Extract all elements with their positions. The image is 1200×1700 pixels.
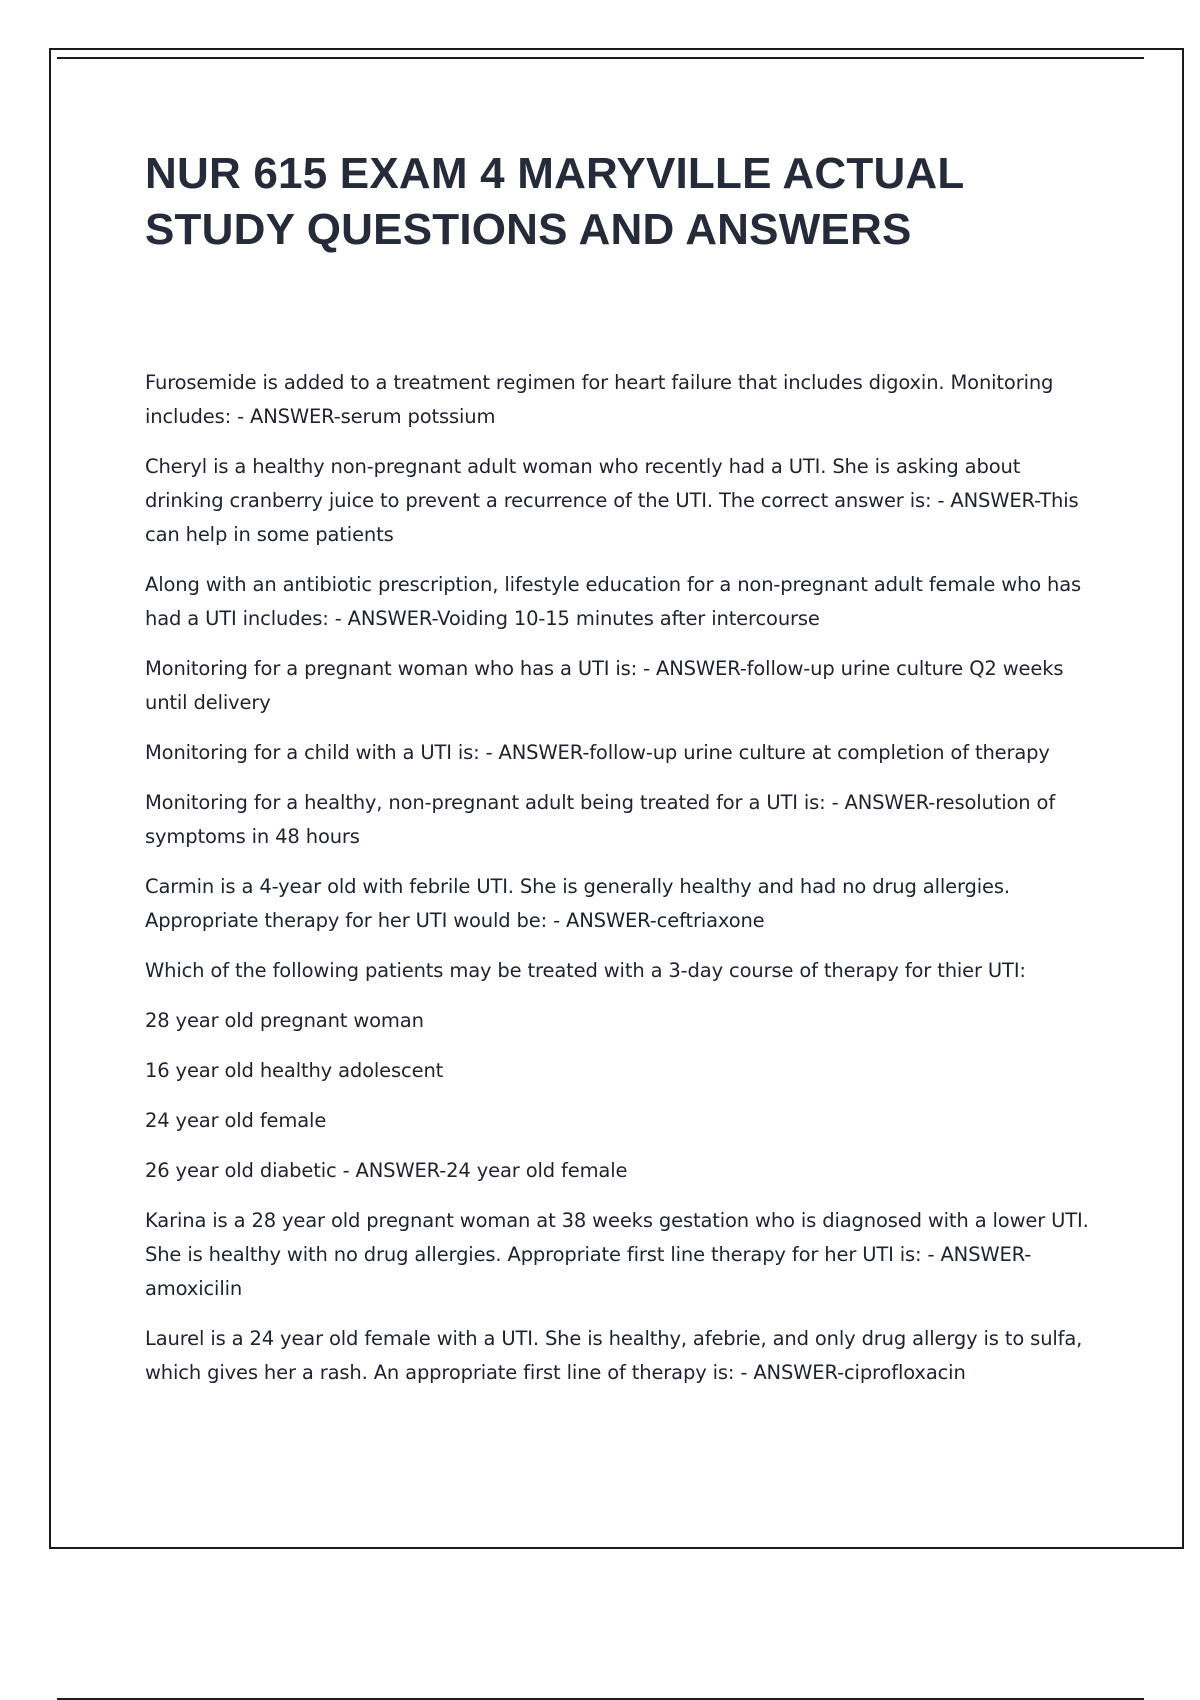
qa-item-14: Laurel is a 24 year old female with a UTI. She is healthy, afebrie, and only drug allergy is to sulfa, which gives her a rash. An appropriate first line of therapy is: - ANSWER-ciprofloxacin xyxy=(145,1327,1083,1384)
qa-item-2: Cheryl is a healthy non-pregnant adult woman who recently had a UTI. She is asking about drinking cranberry juice to prevent a recurrence of the UTI. The correct answer is: - ANSWER-This can help in some patients xyxy=(145,455,1079,546)
qa-item-9: 28 year old pregnant woman xyxy=(145,1009,424,1032)
qa-item-11: 24 year old female xyxy=(145,1109,327,1132)
qa-item-4: Monitoring for a pregnant woman who has a UTI is: - ANSWER-follow-up urine culture Q2 weeks until delivery xyxy=(145,657,1064,714)
qa-item-8: Which of the following patients may be treated with a 3-day course of therapy for thier UTI: xyxy=(145,959,1026,982)
top-rule xyxy=(57,57,1144,59)
qa-item-12: 26 year old diabetic - ANSWER-24 year old female xyxy=(145,1159,628,1182)
qa-list xyxy=(145,366,1095,1406)
qa-item-6: Monitoring for a healthy, non-pregnant adult being treated for a UTI is: - ANSWER-resolution of symptoms in 48 hours xyxy=(145,791,1056,848)
qa-item-10: 16 year old healthy adolescent xyxy=(145,1059,444,1082)
qa-item-5: Monitoring for a child with a UTI is: - ANSWER-follow-up urine culture at completion of therapy xyxy=(145,741,1050,764)
document-title: NUR 615 EXAM 4 MARYVILLE ACTUAL STUDY QUESTIONS AND ANSWERS xyxy=(145,149,964,254)
qa-item-1: Furosemide is added to a treatment regimen for heart failure that includes digoxin. Monitoring includes: - ANSWER-serum potssium xyxy=(145,371,1054,428)
qa-item-13: Karina is a 28 year old pregnant woman at 38 weeks gestation who is diagnosed with a lower UTI. She is healthy with no drug allergies. Appropriate first line therapy for her UTI is: - ANSWER-amoxicilin xyxy=(145,1209,1089,1300)
qa-item-3: Along with an antibiotic prescription, lifestyle education for a non-pregnant adult female who has had a UTI includes: - ANSWER-Voiding 10-15 minutes after intercourse xyxy=(145,573,1082,630)
qa-item-7: Carmin is a 4-year old with febrile UTI. She is generally healthy and had no drug allergies. Appropriate therapy for her UTI would be: - ANSWER-ceftriaxone xyxy=(145,875,1010,932)
